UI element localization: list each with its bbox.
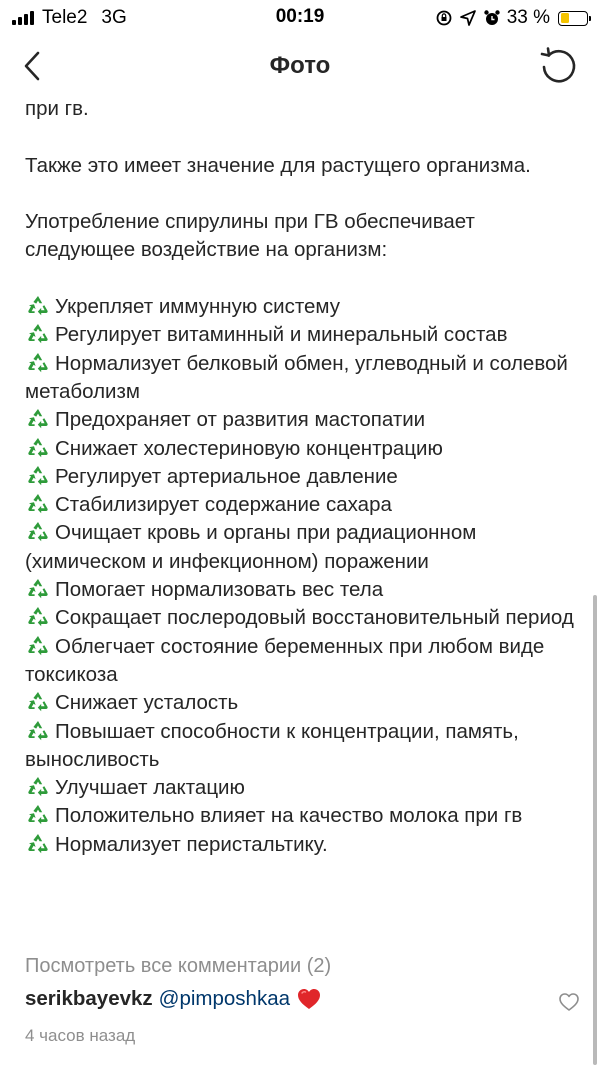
- recycle-icon: [25, 774, 51, 798]
- benefit-text: Очищает кровь и органы при радиационном (химическом и инфекционном) поражении: [25, 521, 477, 573]
- alarm-clock-icon: [483, 9, 501, 27]
- benefit-item: [25, 831, 580, 859]
- comment: [25, 987, 322, 1011]
- refresh-icon: [538, 46, 578, 86]
- post-caption: [25, 100, 580, 859]
- benefit-item: [25, 293, 580, 321]
- recycle-icon: [25, 463, 51, 487]
- benefit-item: [25, 576, 580, 604]
- recycle-icon: [25, 831, 51, 855]
- benefit-text: Предохраняет от развития мастопатии: [55, 408, 426, 432]
- recycle-icon: [25, 519, 51, 543]
- benefit-item: [25, 604, 580, 632]
- screen-rotation-lock-icon: [435, 9, 453, 27]
- caption-paragraph: при гв.: [25, 100, 89, 120]
- benefit-text: Нормализует белковый обмен, углеводный и солевой метаболизм: [25, 351, 568, 403]
- caption-paragraph: Также это имеет значение для растущего организма.: [25, 153, 531, 177]
- recycle-icon: [25, 350, 51, 374]
- recycle-icon: [25, 633, 51, 657]
- benefits-list: [25, 293, 580, 859]
- battery-percentage: 33 %: [506, 7, 550, 28]
- view-all-comments-link[interactable]: Посмотреть все комментарии (2): [25, 955, 332, 977]
- comment-mention[interactable]: @pimposhkaa: [158, 987, 291, 1010]
- benefit-item: [25, 350, 580, 407]
- benefit-text: Снижает усталость: [55, 691, 239, 715]
- page-title: Фото: [269, 52, 331, 79]
- post-timestamp: 4 часов назад: [25, 1026, 136, 1045]
- benefit-text: Стабилизирует содержание сахара: [55, 493, 392, 517]
- cellular-signal-icon: [12, 11, 34, 25]
- caption-paragraph: Употребление спирулины при ГВ обеспечивает следующее воздействие на организм:: [25, 210, 475, 262]
- benefit-item: [25, 463, 580, 491]
- recycle-icon: [25, 604, 51, 628]
- benefit-text: Снижает холестериновую концентрацию: [55, 436, 443, 460]
- navigation-bar: [0, 34, 600, 100]
- benefit-item: [25, 321, 580, 349]
- carrier-name: Tele2: [42, 7, 88, 28]
- location-arrow-icon: [459, 9, 477, 27]
- recycle-icon: [25, 576, 51, 600]
- recycle-icon: [25, 802, 51, 826]
- benefit-text: Укрепляет иммунную систему: [55, 295, 341, 319]
- red-heart-emoji-icon: [296, 987, 322, 1011]
- benefit-item: [25, 435, 580, 463]
- benefit-text: Нормализует перистальтику.: [55, 832, 328, 856]
- benefit-item: [25, 718, 580, 775]
- comment-username[interactable]: serikbayevkz: [25, 987, 153, 1010]
- recycle-icon: [25, 718, 51, 742]
- benefit-text: Сокращает послеродовый восстановительный период: [55, 606, 574, 630]
- benefit-item: [25, 774, 580, 802]
- benefit-item: [25, 519, 580, 576]
- refresh-button[interactable]: [536, 44, 580, 88]
- recycle-icon: [25, 406, 51, 430]
- benefit-text: Улучшает лактацию: [55, 776, 245, 800]
- benefit-item: [25, 406, 580, 434]
- benefit-item: [25, 689, 580, 717]
- benefit-item: [25, 633, 580, 690]
- comment-like-heart-icon[interactable]: [558, 991, 580, 1013]
- recycle-icon: [25, 321, 51, 345]
- battery-icon: [558, 11, 588, 26]
- scroll-indicator[interactable]: [593, 595, 597, 1065]
- benefit-item: [25, 491, 580, 519]
- benefit-text: Помогает нормализовать вес тела: [55, 578, 384, 602]
- benefit-text: Повышает способности к концентрации, память, выносливость: [25, 719, 519, 771]
- benefit-text: Облегчает состояние беременных при любом виде токсикоза: [25, 634, 545, 686]
- benefit-text: Регулирует артериальное давление: [55, 464, 398, 488]
- status-bar: [0, 0, 600, 34]
- recycle-icon: [25, 435, 51, 459]
- post-content: [0, 100, 600, 1066]
- network-type: 3G: [101, 7, 127, 28]
- benefit-item: [25, 802, 580, 830]
- benefit-text: Регулирует витаминный и минеральный состав: [55, 323, 508, 347]
- recycle-icon: [25, 689, 51, 713]
- recycle-icon: [25, 293, 51, 317]
- clock: 00:19: [275, 6, 325, 27]
- recycle-icon: [25, 491, 51, 515]
- benefit-text: Положительно влияет на качество молока при гв: [55, 804, 523, 828]
